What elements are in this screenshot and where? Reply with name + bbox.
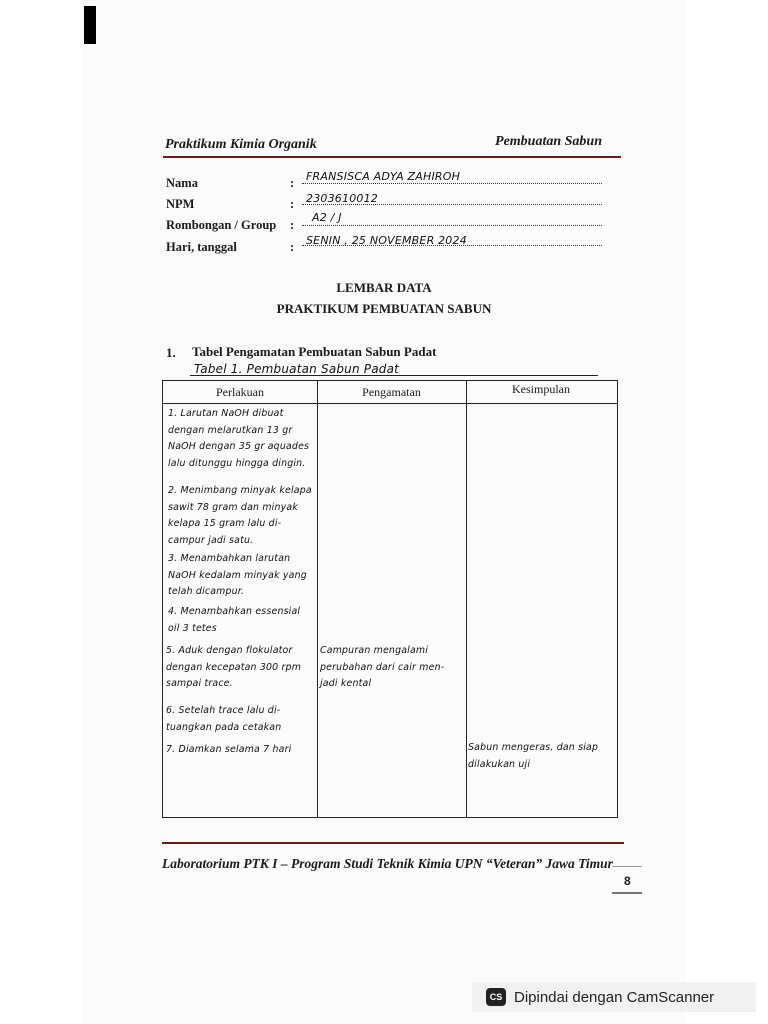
header-course: Praktikum Kimia Organik xyxy=(165,137,317,152)
field-line xyxy=(302,225,602,226)
conclusion-text: Sabun mengeras, dan siap dilakukan uji xyxy=(468,742,599,770)
field-colon: : xyxy=(290,240,295,254)
column-divider xyxy=(317,381,318,817)
field-colon: : xyxy=(290,218,295,232)
section-number: 1. xyxy=(166,345,176,360)
step-5: 5. Aduk dengan flokulator dengan kecepatan 300 rpm sampai trace. xyxy=(166,645,302,689)
footer-lab-name: Laboratorium PTK I – Program Studi Teknik Kimia UPN “Veteran” Jawa Timur xyxy=(162,856,613,871)
header-pengamatan: Pengamatan xyxy=(362,385,421,399)
observation-table xyxy=(162,380,618,818)
sheet-title: LEMBAR DATA xyxy=(336,280,432,295)
field-value-npm: 2303610012 xyxy=(306,192,378,205)
header-perlakuan: Perlakuan xyxy=(216,385,264,399)
step-7: 7. Diamkan selama 7 hari xyxy=(166,744,292,755)
field-label-npm: NPM xyxy=(166,197,195,211)
field-colon: : xyxy=(290,197,295,211)
camscanner-logo-icon: CS xyxy=(486,988,506,1006)
field-line xyxy=(302,183,602,184)
camscanner-watermark xyxy=(472,982,756,1012)
field-colon: : xyxy=(290,176,295,190)
page-number-rule xyxy=(612,866,642,867)
section-title: Tabel Pengamatan Pembuatan Sabun Padat xyxy=(192,344,437,359)
column-divider xyxy=(466,381,467,817)
header-topic: Pembuatan Sabun xyxy=(495,134,602,149)
header-divider xyxy=(163,156,621,158)
scan-edge-mark xyxy=(84,6,96,44)
step-4: 4. Menambahkan essensial oil 3 tetes xyxy=(168,606,301,634)
table-caption: Tabel 1. Pembuatan Sabun Padat xyxy=(194,362,400,376)
camscanner-label: Dipindai dengan CamScanner xyxy=(514,988,715,1006)
step-2: 2. Menimbang minyak kelapa sawit 78 gram dan minyak kelapa 15 gram lalu di- campur jadi satu. xyxy=(168,485,312,546)
field-label-date: Hari, tanggal xyxy=(166,240,237,254)
field-value-nama: FRANSISCA ADYA ZAHIROH xyxy=(306,170,461,183)
page-number-rule xyxy=(612,892,642,894)
header-kesimpulan: Kesimpulan xyxy=(512,382,570,396)
step-3: 3. Menambahkan larutan NaOH kedalam minyak yang telah dicampur. xyxy=(168,553,307,597)
step-6: 6. Setelah trace lalu di- tuangkan pada cetakan xyxy=(166,705,282,733)
footer-divider xyxy=(162,842,624,844)
sheet-subtitle: PRAKTIKUM PEMBUATAN SABUN xyxy=(276,301,492,316)
page-number: 8 xyxy=(624,874,631,888)
observation-text: Campuran mengalami perubahan dari cair men- jadi kental xyxy=(320,645,445,689)
step-1: 1. Larutan NaOH dibuat dengan melarutkan 13 gr NaOH dengan 35 gr aquades lalu ditunggu hingga dingin. xyxy=(168,408,310,469)
field-label-group: Rombongan / Group xyxy=(166,218,277,232)
field-label-nama: Nama xyxy=(166,176,198,190)
caption-underline xyxy=(190,375,598,376)
field-value-group: A2 / J xyxy=(312,211,342,224)
field-value-date: SENIN , 25 NOVEMBER 2024 xyxy=(306,234,467,247)
